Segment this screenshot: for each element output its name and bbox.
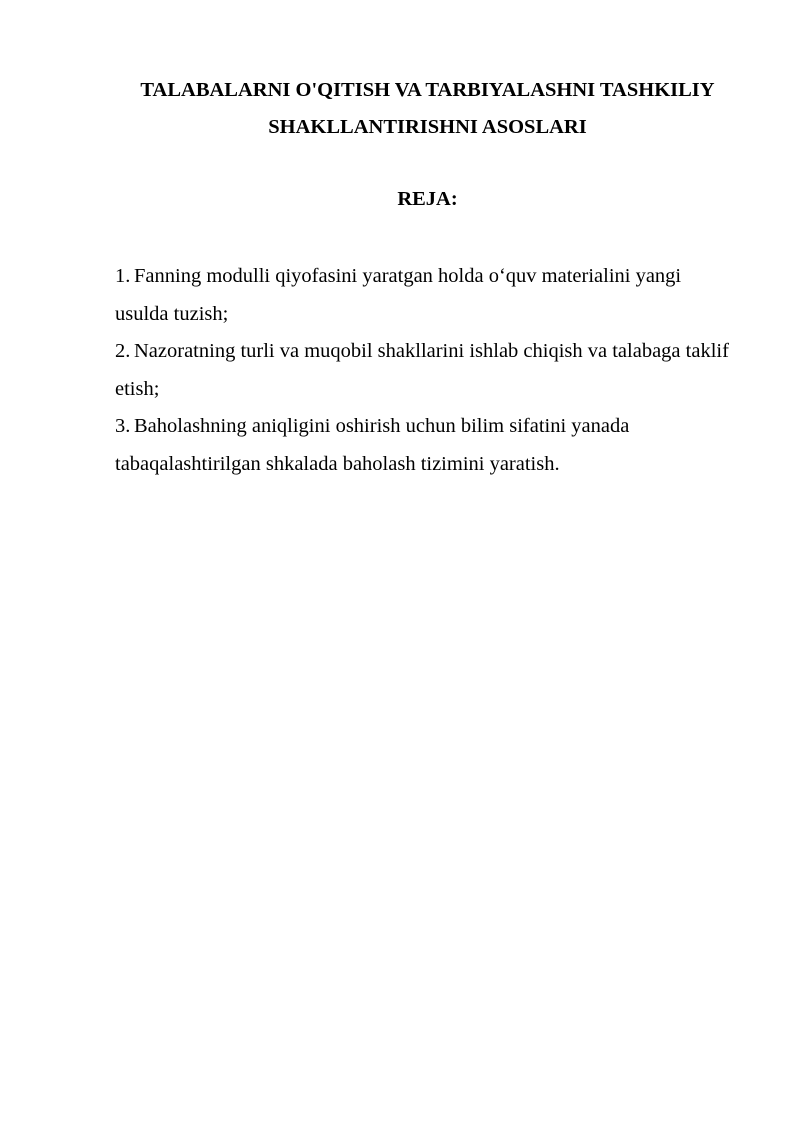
plan-item-number: 1. xyxy=(115,265,131,287)
plan-list xyxy=(115,258,735,483)
plan-item-text: Fanning modulli qiyofasini yaratgan holda o‘quv materialini yangi usulda tuzish; xyxy=(115,265,682,325)
plan-item-3 xyxy=(115,408,735,483)
plan-item-number: 3. xyxy=(115,415,131,437)
plan-item-text: Nazoratning turli va muqobil shakllarini ishlab chiqish va talabaga taklif etish; xyxy=(115,340,729,400)
plan-item-2 xyxy=(115,333,735,408)
plan-item-1 xyxy=(115,258,735,333)
document-title: TALABALARNI O'QITISH VA TARBIYALASHNI TASHKILIY SHAKLLANTIRISHNI ASOSLARI xyxy=(140,79,715,138)
plan-item-number: 2. xyxy=(115,340,131,362)
plan-item-text: Baholashning aniqligini oshirish uchun bilim sifatini yanada tabaqalashtirilgan shkalada baholash tizimini yaratish. xyxy=(115,415,630,475)
plan-heading: REJA: xyxy=(397,188,458,210)
